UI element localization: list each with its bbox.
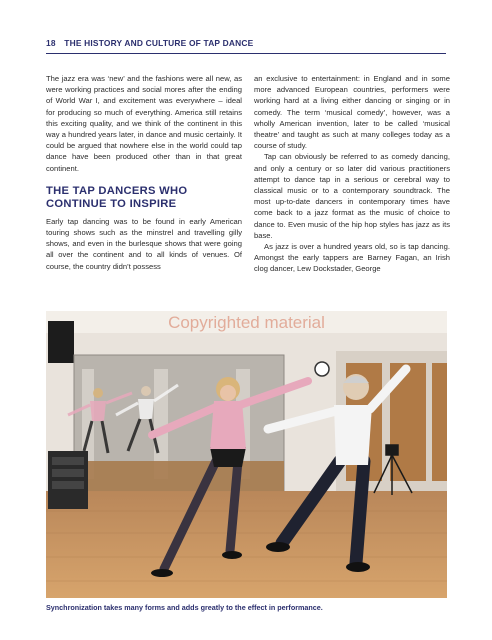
running-head <box>46 38 446 48</box>
section-heading: THE TAP DANCERS WHO CONTINUE TO INSPIRE <box>46 184 188 210</box>
photo-caption: Synchronization takes many forms and adds greatly to the effect in performance. <box>46 603 323 612</box>
watermark: Copyrighted material <box>168 313 325 332</box>
wall-clock <box>315 362 329 376</box>
left-paragraph-1: The jazz era was ‘new’ and the fashions were all new, as were working practices and social mores after the ending of World War I, and excitement was everywhere – ideal for producing so much of everything. America still retains this exciting quality, and we think of the continent in this way a hundred years later, in dance and music certainly. It could be argued that nowhere else in the world could tap dance have been produced other than in that great continent. <box>46 74 242 173</box>
right-paragraph-2: Tap can obviously be referred to as comedy dancing, and only a century or so later did various practitioners attempt to dance tap in a serious or cerebral way to classical music or to a contemporary soundtrack. The most up-to-date dancers in contemporary times have come back to a jazz format as the music of choice to dance to. Even music of the hip hop styles has jazz as its base. <box>254 152 450 240</box>
chapter-title: THE HISTORY AND CULTURE OF TAP DANCE <box>64 38 254 48</box>
page-number: 18 <box>46 38 56 48</box>
wooden-floor <box>46 491 447 598</box>
left-column <box>46 73 242 272</box>
right-column <box>254 73 450 275</box>
right-paragraph-1: an exclusive to entertainment: in England and in some more advanced European countries, performers were working hard at a living either dancing or singing or in comedy. The term ‘musical comedy’, however, was a wholly American invention, later to be called ‘musical theatre’ and taught as such at many colleges today as a course of study. <box>254 74 450 151</box>
left-paragraph-2: Early tap dancing was to be found in early American touring shows such as the minstrel and travelling gilly shows, and even in the burlesque shows that were going all over the continent and to all kinds of venues. Of course, the country didn’t possess <box>46 216 242 271</box>
right-paragraph-3: As jazz is over a hundred years old, so is tap dancing. Amongst the early tappers are Barney Fagan, an Irish clog dancer, Lew Dockstader, George <box>254 242 450 274</box>
dance-studio-photo <box>46 311 447 598</box>
dance-studio-illustration <box>46 311 447 598</box>
header-rule <box>46 53 446 54</box>
